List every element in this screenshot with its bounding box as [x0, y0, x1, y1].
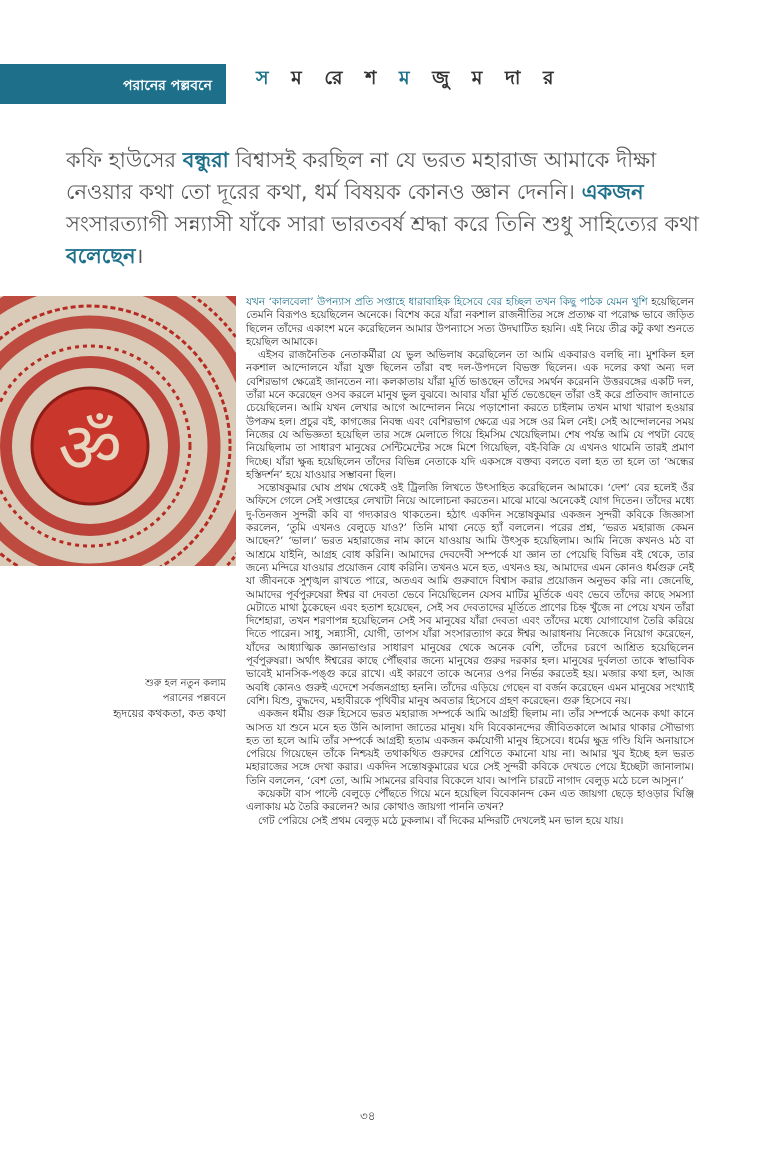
caption-line: হৃদয়ের কথকতা, কত কথা	[113, 707, 226, 720]
pull-quote-text: বিশ্বাসই করছিল না যে ভরত মহারাজ আমাকে দীক্ষা নেওয়ার কথা তো দূরের কথা, ধর্ম বিষয়ক কোনও জ্ঞান দেননি।	[66, 148, 657, 204]
om-artwork-svg	[0, 296, 236, 566]
paragraph-text: হয়েছিলেন তেমনি বিরূপও হয়েছিলেন অনেকে। বিশেষ করে যাঁরা নকশাল রাজনীতির সঙ্গে প্রত্যক্ষ বা পরোক্ষ ভাবে জড়িত ছিলেন তাঁদের একাংশ মনে করেছিলেন আমার উপন্যাসে সত্য উদঘাটিত হয়নি। এই নিয়ে তীব্র কটু কথা শুনতে হয়েছিল আমাকে।	[246, 296, 694, 348]
section-banner	[0, 64, 226, 104]
om-manuscript-image	[0, 296, 236, 566]
pull-quote	[66, 144, 706, 272]
article-paragraph	[246, 296, 694, 349]
pull-quote-text: সংসারত্যাগী সন্ন্যাসী যাঁকে সারা ভারতবর্ষ শ্রদ্ধা করে তিনি শুধু সাহিত্যের কথা	[66, 212, 699, 236]
section-title: পরানের পল্লবনে	[122, 78, 212, 94]
lead-text: যখন ‘কালবেলা’ উপন্যাস প্রতি সপ্তাহে ধারাবাহিক হিসেবে বের হচ্ছিল তখন কিছু পাঠক যেমন খুশি	[246, 296, 648, 308]
author-name	[256, 64, 562, 96]
pull-quote-highlight: একজন	[581, 180, 644, 204]
pull-quote-text: কফি হাউসের	[66, 148, 183, 172]
article-paragraph: একজন ধর্মীয় গুরু হিসেবে ভরত মহারাজ সম্পর্কে আমি আগ্রহী ছিলাম না। তাঁর সম্পর্কে অনেক কথা কানে আসত যা শুনে মনে হত উনি আলাদা জাতের মানুষ। যদি বিবেকানন্দের জীবিতকালে আমার থাকার সৌভাগ্য হত তা হলে আমি তাঁর সম্পর্কে আগ্রহী হতাম একজন কর্মযোগী মানুষ হিসেবে। ধর্মের ক্ষুদ্র গণ্ডি যিনি অনায়াসে পেরিয়ে গিয়েছেন তাঁকে নিশ্চয়ই তথাকথিত গুরুদের শ্রেণিতে কমানো যায় না। আমার খুব ইচ্ছে হল ভরত মহারাজের সঙ্গে দেখা করার। একদিন সন্তোষকুমারের ঘরে সেই সুন্দরী কবিকে দেখতে পেয়ে ইচ্ছেটা জানালাম। তিনি বললেন, ‘বেশ তো, আমি সামনের রবিবার বিকেলে যাব। আপনি চারটে নাগাদ বেলুড় মঠে চলে আসুন।’	[246, 708, 694, 787]
author-part-2: জু ম দা র	[417, 67, 562, 89]
article-paragraph: কয়েকটা বাস পাল্টে বেলুড়ে পৌঁছতে গিয়ে মনে হয়েছিল বিবেকানন্দ কেন এত জায়গা ছেড়ে হাওড়ার ঘিঞ্জি এলাকায় মঠ তৈরি করলেন? আর কোথাও জায়গা পাননি তখন?	[246, 787, 694, 814]
article-paragraph: এইসব রাজনৈতিক নেতাকর্মীরা যে ভুল অভিলাষ করেছিলেন তা আমি একবারও বলছি না। মুশকিল হল নকশাল আন্দোলনে যাঁরা যুক্ত ছিলেন তাঁরা বহু দল-উপদলে বিভক্ত ছিলেন। এক দলের কথা অন্য দল বেশিরভাগ ক্ষেত্রেই জানতেন না। কলকাতায় যাঁরা মূর্তি ভাঙছেন তাঁদের সমর্থন করেননি উত্তরবঙ্গের একটি দল, তাঁরা মনে করেছেন ওসব করলে মানুষ ভুল বুঝবে। আবার যাঁরা মূর্তি ভেঙেছেন তাঁরা ওই করে প্রতিবাদ জানাতে চেয়েছিলেন। আমি যখন লেখার আগে আন্দোলন নিয়ে পড়াশোনা করতে চাইলাম তখন মাথা খারাপ হওয়ার উপক্রম হল। প্রচুর বই, কাগজের নিবন্ধ এবং বেশিরভাগ ক্ষেত্রে এর সঙ্গে ওর মিল নেই। সেই আন্দোলনের সময় নিজের যে অভিজ্ঞতা হয়েছিল তার সঙ্গে মেলাতে গিয়ে হিমসিম খেয়েছিলাম। শেষ পর্যন্ত আমি যে পথটা বেছে নিয়েছিলাম তা সাধারণ মানুষের সেন্টিমেন্টের সঙ্গে মিশে গিয়েছিল, বই-বিক্রি যে এখনও থামেনি তারই প্রমাণ দিচ্ছে। যাঁরা ক্ষুব্ধ হয়েছিলেন তাঁদের বিভিন্ন নেতাকে যদি একসঙ্গে বক্তব্য বলতে বলা হত তা হলে তা ‘অন্ধের হস্তিদর্শন’ হয়ে যাওয়ার সম্ভাবনা ছিল।	[246, 349, 694, 481]
caption-line: শুরু হল নতুন কলাম	[145, 678, 226, 689]
article-paragraph: গেট পেরিয়ে সেই প্রথম বেলুড় মঠে ঢুকলাম। বাঁ দিকের মন্দিরটি দেখলেই মন ভাল হয়ে যায়।	[258, 814, 624, 827]
pull-quote-highlight: বলেছেন	[66, 244, 136, 268]
pull-quote-highlight: বন্ধুরা	[182, 148, 229, 172]
pull-quote-text: ।	[135, 244, 144, 268]
author-part-1: ম রে শ	[276, 67, 399, 89]
author-initial-1: স	[256, 67, 277, 89]
author-initial-2: ম	[398, 67, 418, 89]
image-caption	[60, 676, 226, 721]
article-paragraph: সন্তোষকুমার ঘোষ প্রথম থেকেই ওই ট্রিলজি লিখতে উৎসাহিত করেছিলেন আমাকে। ‘দেশ’ বের হলেই ওঁর অফিসে গেলে সেই সপ্তাহের লেখাটা নিয়ে আলোচনা করতেন। মাঝে মাঝে অনেকেই যোগ দিতেন। তাঁদের মধ্যে দু-তিনজন সুন্দরী কবি বা গদ্যকারও থাকতেন। হঠাৎ একদিন সন্তোষকুমার একজন সুন্দরী কবিকে জিজ্ঞাসা করলেন, ‘তুমি এখনও বেলুড়ে যাও?’ তিনি মাথা নেড়ে হ্যাঁ বললেন। পরের প্রশ্ন, ‘ভরত মহারাজ কেমন আছেন?’ ‘ভাল।’ ভরত মহারাজের নাম কানে যাওয়ায় আমি উৎসুক হয়েছিলাম। আমি নিজে কখনও মঠ বা আশ্রমে যাইনি, আগ্রহ বোধ করিনি। আমাদের দেবদেবী সম্পর্কে যা জ্ঞান তা পেয়েছি বিভিন্ন বই থেকে, তার জন্যে মন্দিরে যাওয়ার প্রয়োজন বোধ করিনি। তখনও মনে হত, এখনও হয়, আমাদের এমন কোনও ধর্মগুরু নেই যা জীবনকে সুশৃঙ্খল রাখতে পারে, অতএব আমি গুরুবাদে বিশ্বাস করার প্রয়োজন অনুভব করি না। জেনেছি, আমাদের পূর্বপুরুষেরা ঈশ্বর বা দেবতা ভেবে নিয়েছিলেন যেসব মাটির মূর্তিকে এবং ভেবে তাঁদের কাছে সমস্যা মেটাতে মাথা ঠুকেছেন এবং হতাশ হয়েছেন, সেই সব দেবতাদের মূর্তিতে প্রাণের চিহ্ন খুঁজে না পেয়ে যখন তাঁরা দিশেহারা, তখন শরণাপন্ন হয়েছিলেন সেই সব মানুষের যাঁরা দেবতা এবং তাঁদের মধ্যে যোগাযোগ তৈরি করিয়ে দিতে পারেন। সাধু, সন্ন্যাসী, যোগী, তাপস যাঁরা সংসারত্যাগ করে ঈশ্বর আরাধনায় নিজেকে নিয়োগ করেছেন, যাঁদের আধ্যাত্মিক জ্ঞানভাণ্ডার সাধারণ মানুষের থেকে অনেক বেশি, তাঁদের চরণে আশ্রিত হয়েছিলেন পূর্বপুরুষরা। অর্থাৎ ঈশ্বরের কাছে পৌঁছবার জন্যে মানুষের গুরুর দরকার হল। মানুষের দুর্বলতা তাকে স্বাভাবিক ভাবেই মানসিক-পঙ্গু করে রাখে। এই কারণে তাকে অন্যের ওপর নির্ভর করতেই হয়। মজার কথা হল, আজ অবধি কোনও গুরুই এদেশে সর্বজনগ্রাহ্য হননি। তাঁদের এড়িয়ে গেছেন বা বর্জন করেছেন এমন মানুষের সংখ্যাই বেশি। যিশু, বুদ্ধদেব, মহাবীরকে পৃথিবীর মানুষ অবতার হিসেবে গ্রহণ করেছেন। গুরু হিসেবে নয়।	[246, 482, 694, 707]
article-body	[246, 296, 694, 828]
om-symbol: ॐ	[58, 407, 122, 489]
page-number: ৩৪	[360, 1109, 376, 1123]
caption-line: পরানের পল্লবনে	[162, 693, 226, 704]
